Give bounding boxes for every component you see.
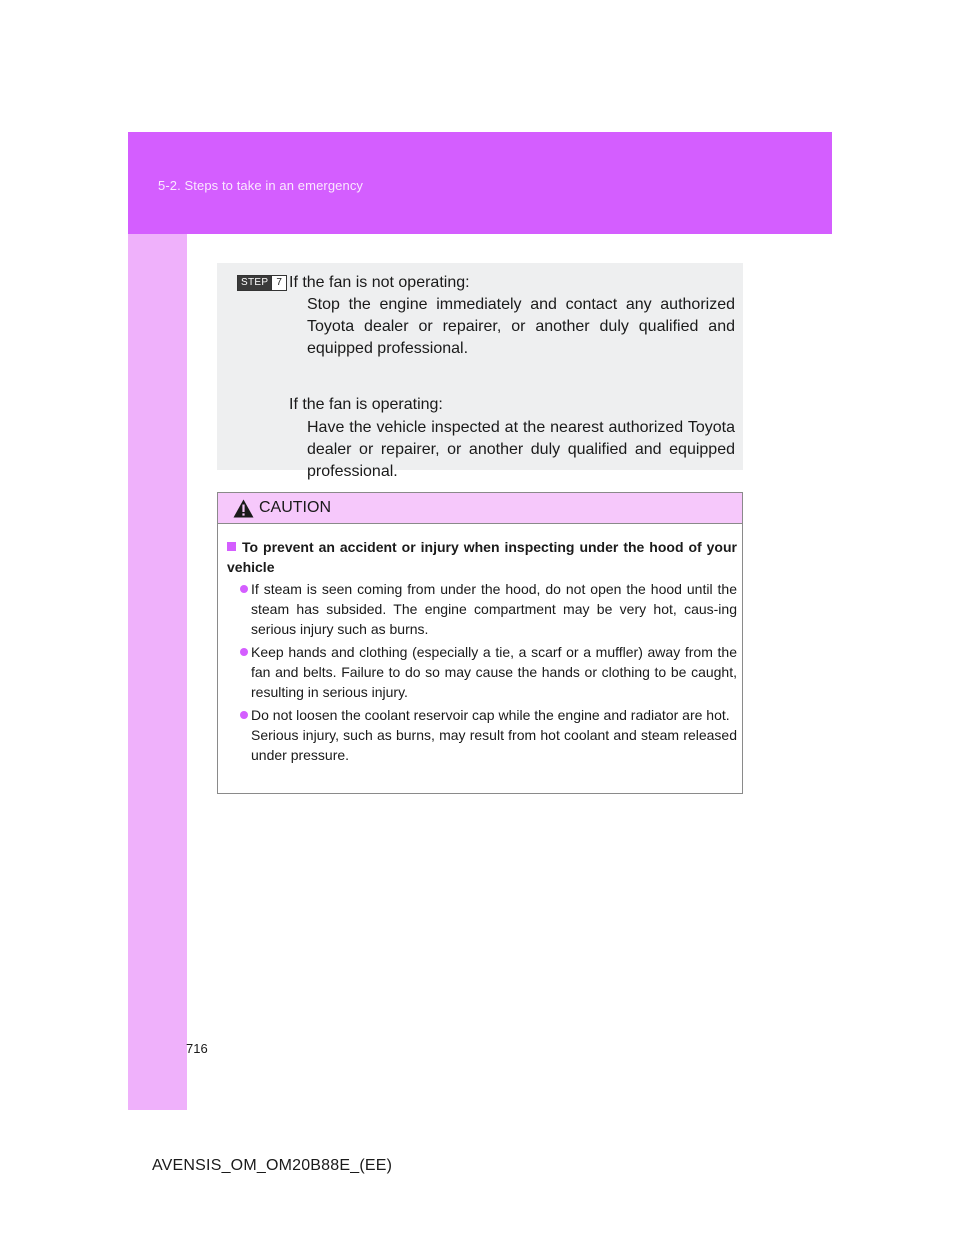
list-item <box>240 579 737 639</box>
step-badge <box>237 275 287 291</box>
list-item <box>240 705 737 765</box>
bullet-text: If steam is seen coming from under the hood, do not open the hood until the steam has subsided. The engine compartment may be very hot, caus-ing serious injury such as burns. <box>251 581 737 637</box>
page-number: 716 <box>186 1041 208 1056</box>
bullet-text-continued: Serious injury, such as burns, may result from hot coolant and steam released under pressure. <box>251 727 737 763</box>
caution-title: CAUTION <box>259 499 331 516</box>
footer-code: AVENSIS_OM_OM20B88E_(EE) <box>152 1157 393 1174</box>
step-condition-not-operating: If the fan is not operating: <box>289 274 470 291</box>
bullet-text: Keep hands and clothing (especially a tie, a scarf or a muffler) away from the fan and belts. Failure to do so may cause the hands or clothing to be caught, resulting in serious injury. <box>251 644 737 700</box>
step-box <box>217 263 743 480</box>
header-band <box>128 132 832 234</box>
bullet-dot-icon <box>240 648 248 656</box>
caution-header <box>218 493 742 524</box>
list-item <box>240 642 737 702</box>
step-number: 7 <box>271 276 286 290</box>
caution-heading-text: To prevent an accident or injury when inspecting under the hood of your vehicle <box>227 539 737 575</box>
step-action-not-operating: Stop the engine immediately and contact any authorized Toyota dealer or repairer, or another duly qualified and equipped professional. <box>307 296 735 357</box>
bullet-dot-icon <box>240 711 248 719</box>
square-bullet-icon <box>227 542 236 551</box>
caution-box <box>217 492 743 794</box>
step-action-operating: Have the vehicle inspected at the nearest authorized Toyota dealer or repairer, or another duly qualified and equipped professional. <box>307 419 735 480</box>
bullet-text: Do not loosen the coolant reservoir cap while the engine and radiator are hot. <box>251 707 730 723</box>
breadcrumb: 5-2. Steps to take in an emergency <box>158 178 364 193</box>
side-band <box>128 234 187 1110</box>
warning-triangle-icon <box>233 499 254 518</box>
step-condition-operating: If the fan is operating: <box>289 396 443 413</box>
caution-heading <box>227 537 737 577</box>
bullet-dot-icon <box>240 585 248 593</box>
step-label: STEP <box>238 276 271 290</box>
